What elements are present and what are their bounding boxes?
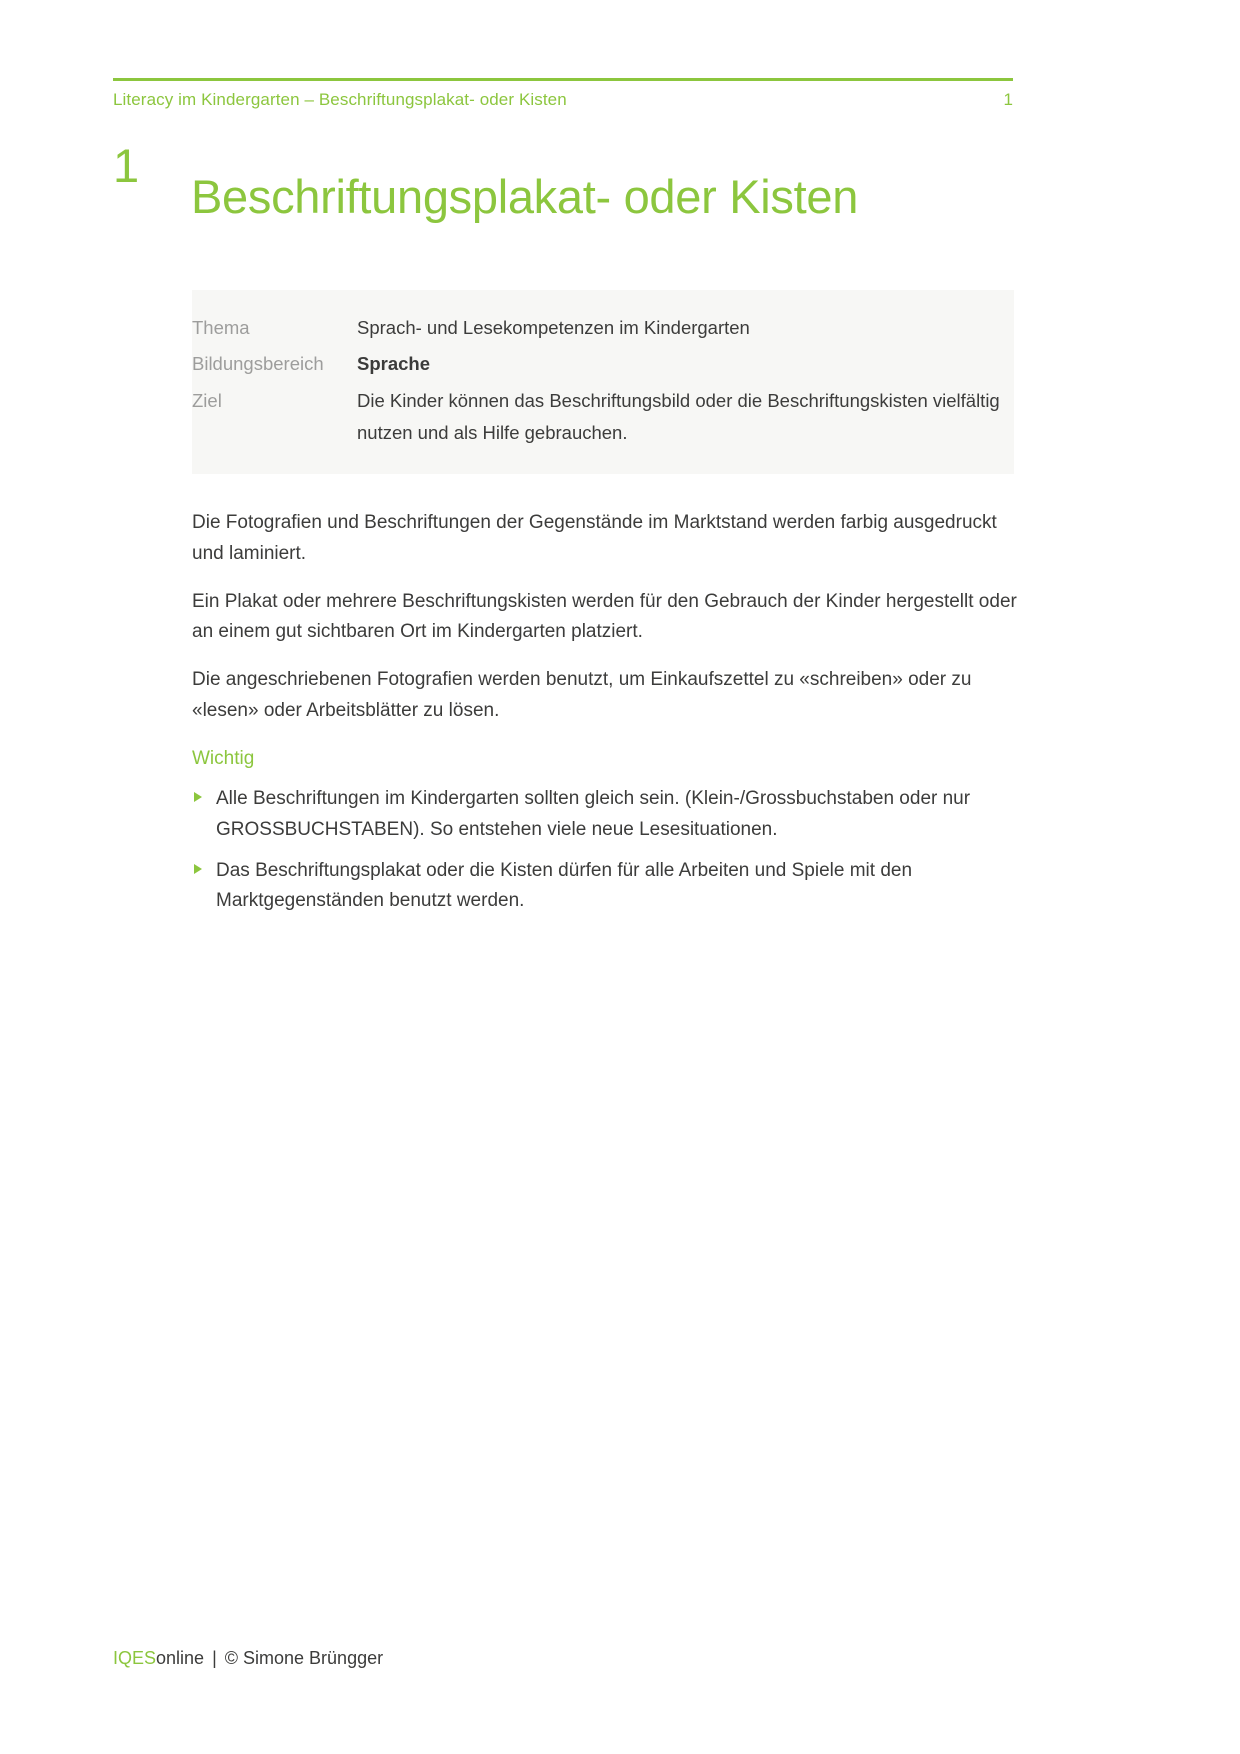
body-paragraph: Ein Plakat oder mehrere Beschriftungskisten werden für den Gebrauch der Kinder hergestellt oder an einem gut sichtbaren Ort im Kindergarten platziert.: [192, 590, 1017, 643]
info-row: [192, 385, 1014, 450]
page-header: [113, 90, 1013, 110]
body-text: [192, 508, 1017, 744]
footer-separator: |: [212, 1648, 217, 1668]
info-value-thema: Sprach- und Lesekompetenzen im Kindergarten: [357, 317, 750, 338]
page-title-number: 1: [113, 139, 140, 192]
footer-brand-rest: online: [156, 1648, 205, 1668]
info-row: [192, 348, 1014, 380]
list-item: [192, 784, 1020, 846]
triangle-bullet-icon: [194, 864, 202, 874]
list-item-text: Alle Beschriftungen im Kindergarten sollten gleich sein. (Klein-/Grossbuchstaben oder nur GROSSBUCHSTABEN). So entstehen viele neue Lesesituationen.: [216, 788, 971, 840]
page-title-text: Beschriftungsplakat- oder Kisten: [191, 170, 859, 224]
page-title: [113, 140, 1033, 255]
info-label-ziel: Ziel: [192, 389, 222, 411]
footer-copyright: © Simone Brüngger: [224, 1648, 384, 1668]
header-divider: [113, 78, 1013, 81]
important-section: [192, 748, 1020, 927]
triangle-bullet-icon: [194, 792, 202, 802]
body-paragraph: Die angeschriebenen Fotografien werden benutzt, um Einkaufszettel zu «schreiben» oder zu «lesen» oder Arbeitsblätter zu lösen.: [192, 669, 972, 721]
footer-brand-accent: IQES: [113, 1648, 157, 1668]
info-value-ziel: Die Kinder können das Beschriftungsbild oder die Beschriftungskisten vielfältig nutzen und als Hilfe gebrauchen.: [357, 389, 1000, 444]
info-label-thema: Thema: [192, 317, 250, 338]
header-page-number: 1: [1003, 90, 1013, 109]
info-box: [192, 290, 1014, 474]
important-heading: Wichtig: [192, 748, 255, 769]
header-title: Literacy im Kindergarten – Beschriftungsplakat- oder Kisten: [113, 90, 567, 109]
info-row: [192, 312, 1014, 344]
list-item: [192, 856, 1020, 918]
list-item-text: Das Beschriftungsplakat oder die Kisten dürfen für alle Arbeiten und Spiele mit den Marktgegenständen benutzt werden.: [216, 859, 913, 912]
info-value-bildungsbereich: Sprache: [357, 353, 431, 375]
important-list: [192, 784, 1020, 917]
page-footer: [113, 1648, 383, 1669]
body-paragraph: Die Fotografien und Beschriftungen der Gegenstände im Marktstand werden farbig ausgedruckt und laminiert.: [192, 512, 997, 564]
info-label-bildungsbereich: Bildungsbereich: [192, 353, 324, 375]
